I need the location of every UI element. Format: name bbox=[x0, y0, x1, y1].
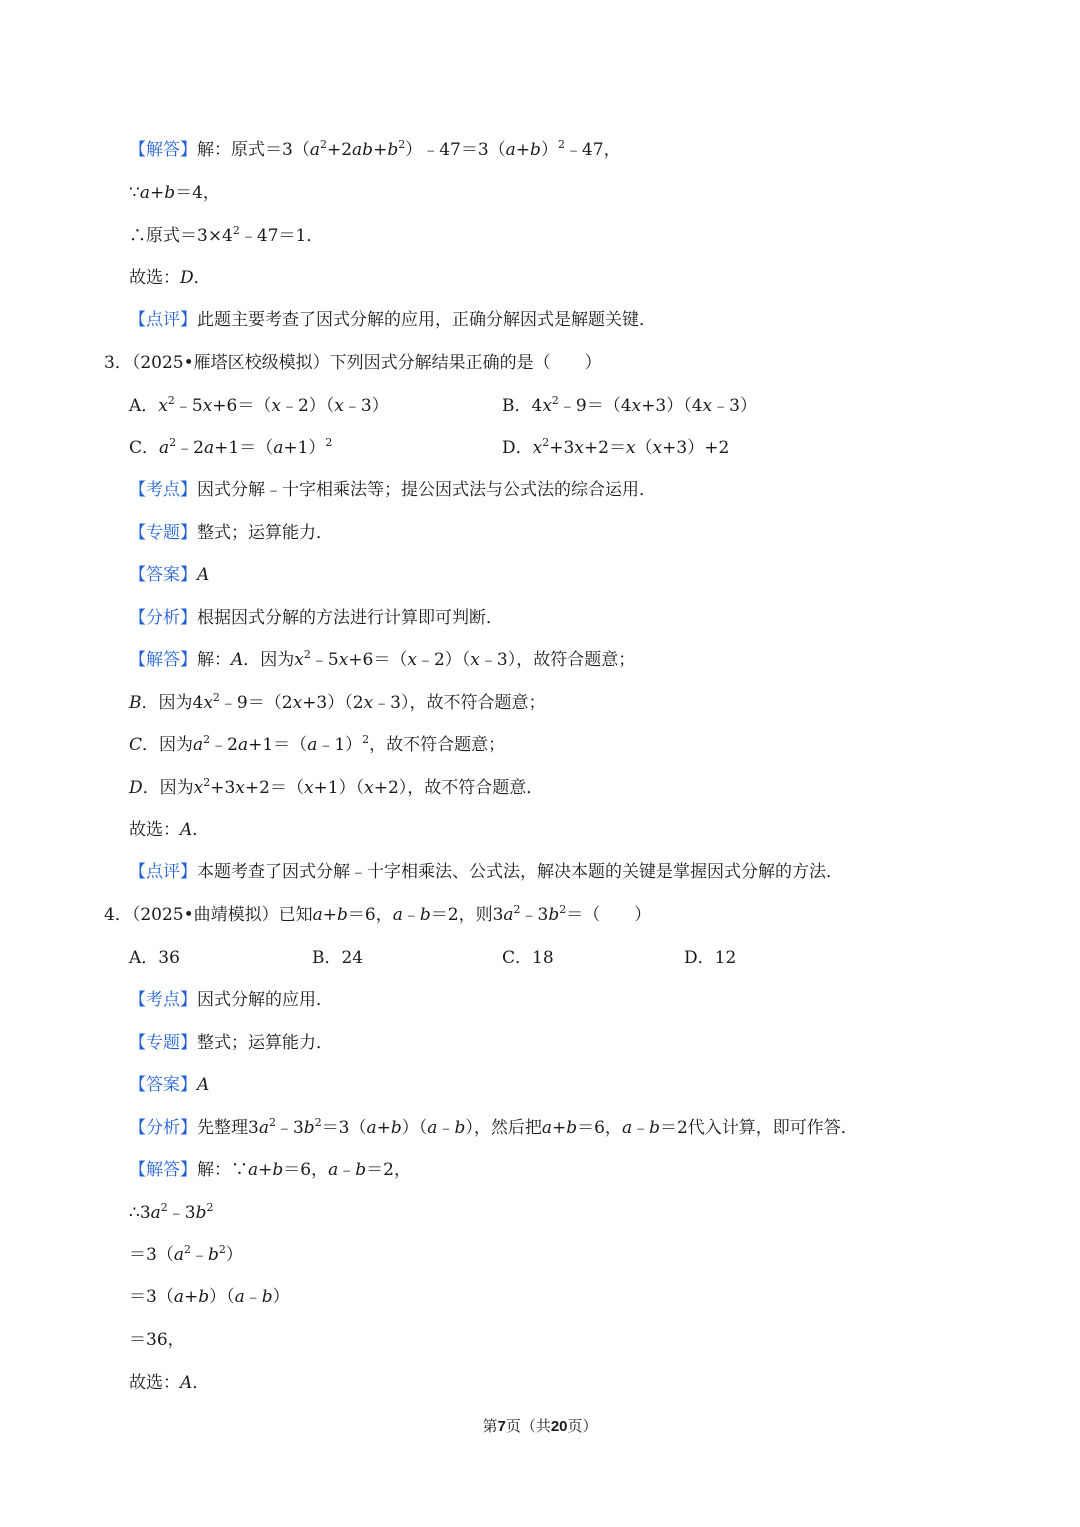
prev-comment-line: 【点评】此题主要考查了因式分解的应用，正确分解因式是解题关键． bbox=[129, 310, 656, 330]
q3-answer: 【答案】A bbox=[129, 565, 210, 585]
prev-choose-line: 故选：D． bbox=[129, 268, 211, 288]
q4-step-4: ＝36， bbox=[129, 1330, 185, 1350]
q3-solution-d: D．因为$x^2+3x+2=(x+1)(x+2)$，故不符合题意． bbox=[129, 776, 544, 798]
q4-step-3: ＝3（a+b）（a﹣b） bbox=[129, 1287, 290, 1307]
prev-therefore-line: ∴原式$=3\times 4^2﹣47=1$． bbox=[129, 224, 324, 246]
q4-stem: 4．（2025•曲靖模拟）已知a+b＝6，a﹣b＝2，则$3a^2﹣3b^2=$（ ） bbox=[104, 903, 652, 925]
q4-kaodian: 【考点】因式分解的应用． bbox=[129, 990, 333, 1010]
page-number: 7 bbox=[497, 1418, 506, 1435]
q4-choose: 故选：A． bbox=[129, 1373, 210, 1393]
q4-fenxi: 【分析】先整理$3a^2﹣3b^2=3(a+b)(a﹣b)$，然后把a+b＝6，a﹣b＝2代入计算，即可作答． bbox=[129, 1116, 858, 1138]
page-footer: 第7页（共20页） bbox=[482, 1417, 598, 1435]
q3-solution-a: 【解答】解：A．因为$x^2﹣5x+6=(x﹣2)(x﹣3)$，故符合题意； bbox=[129, 648, 636, 670]
q3-fenxi: 【分析】根据因式分解的方法进行计算即可判断． bbox=[129, 608, 503, 628]
q4-option-b: B．24 bbox=[312, 948, 364, 968]
q3-choose: 故选：A． bbox=[129, 820, 210, 840]
q4-step-1: $\therefore 3a^2﹣3b^2$ bbox=[129, 1201, 214, 1223]
q3-zhuanti: 【专题】整式；运算能力． bbox=[129, 523, 333, 543]
q4-option-a: A．36 bbox=[129, 948, 180, 968]
q3-option-a: A．$x^2﹣5x+6=(x﹣2)(x﹣3)$ bbox=[129, 394, 389, 416]
q3-stem: 3．（2025•雁塔区校级模拟）下列因式分解结果正确的是（ ） bbox=[104, 353, 602, 373]
q3-option-b: B．$4x^2﹣9=(4x+3)(4x﹣3)$ bbox=[502, 394, 757, 416]
page-total: 20 bbox=[550, 1418, 568, 1435]
q3-comment: 【点评】本题考查了因式分解﹣十字相乘法、公式法，解决本题的关键是掌握因式分解的方法． bbox=[129, 862, 843, 882]
prev-since-line: ∵a+b＝4， bbox=[129, 183, 220, 203]
q4-option-d: D．12 bbox=[684, 948, 737, 968]
q3-option-d: D．$x^2+3x+2=x(x+3)+2$ bbox=[502, 436, 730, 458]
q4-zhuanti: 【专题】整式；运算能力． bbox=[129, 1033, 333, 1053]
q4-solution-line: 【解答】解：∵a+b＝6，a﹣b＝2， bbox=[129, 1160, 411, 1180]
q3-option-c: C．$a^2﹣2a+1=(a+1)^2$ bbox=[129, 436, 333, 458]
q3-solution-b: B．因为$4x^2﹣9=(2x+3)(2x﹣3)$，故不符合题意； bbox=[129, 691, 546, 713]
q4-option-c: C．18 bbox=[502, 948, 554, 968]
q4-answer: 【答案】A bbox=[129, 1075, 210, 1095]
q4-step-2: $=3(a^2﹣b^2)$ bbox=[129, 1243, 243, 1265]
q3-kaodian: 【考点】因式分解﹣十字相乘法等；提公因式法与公式法的综合运用． bbox=[129, 480, 656, 500]
prev-solution-line: 【解答】解：原式$=3(a^2+2ab+b^2)﹣47=3(a+b)^2﹣47$， bbox=[129, 138, 621, 160]
q3-solution-c: C．因为$a^2﹣2a+1=(a﹣1)^2$，故不符合题意； bbox=[129, 733, 506, 755]
